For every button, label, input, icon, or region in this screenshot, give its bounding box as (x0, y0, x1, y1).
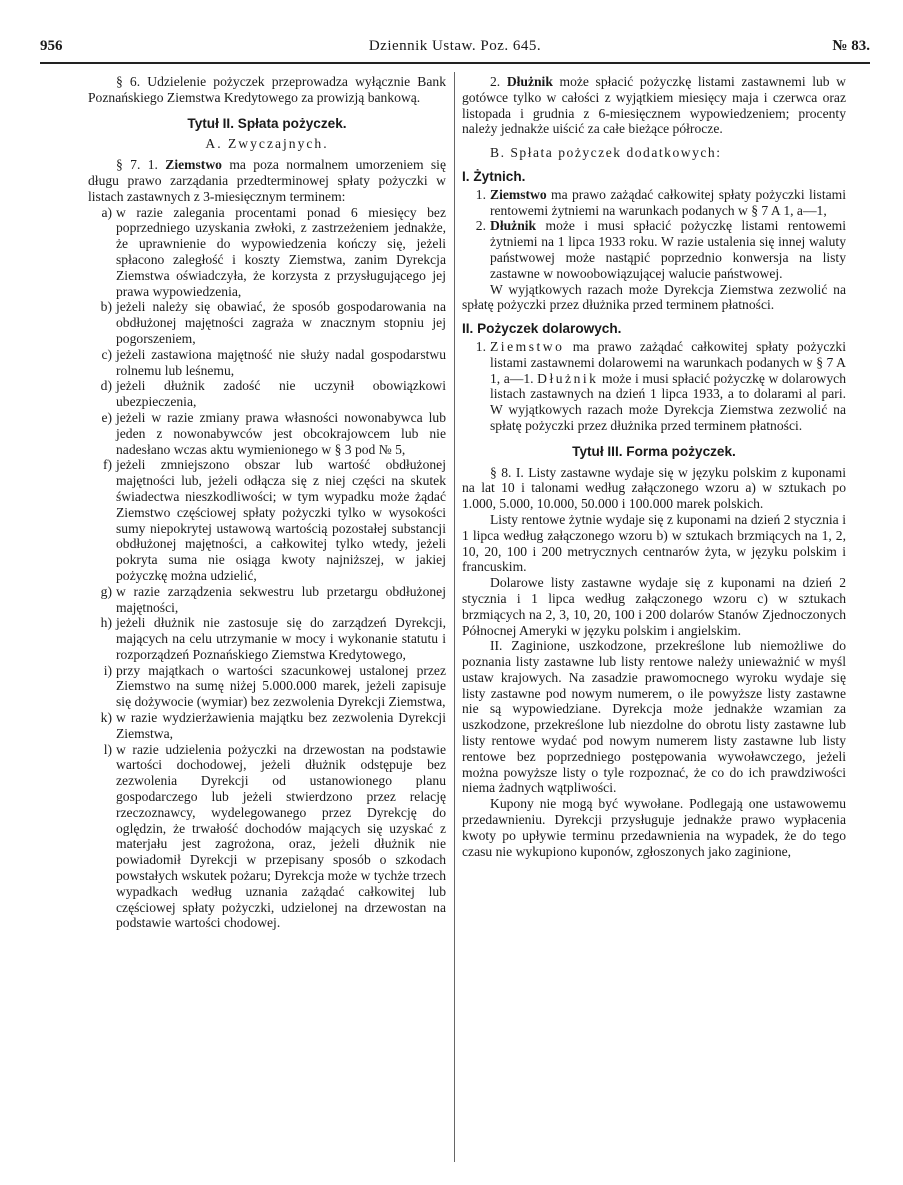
list-item-text: w razie zarządzenia sekwestru lub przetargu obdłużonej majętności, (116, 583, 446, 615)
list-item-label: b) (100, 299, 112, 315)
list-item-label: d) (100, 378, 112, 394)
list-item-text: w razie udzielenia pożyczki na drzewostan na podstawie wartości dochodowej, jeżeli dłużnik odstępuje bez zezwolenia Dyrekcji od ustanowionego planu gospodarczego lub jeżeli stwierdzono przez relację rzeczoznawcy, wydelegowanego przez Dyrekcję do oględzin, że trwałość dochodów mających się uzyskać z materjału jest zagrożona, oraz, jeżeli dłużnik nie powiadomił Dyrekcji w przepisany sposób o szkodach powstałych wskutek pożaru; Dyrekcja może w tychże trzech wypadkach według uznania zażądać całkowitej lub częściowej spłaty pożyczki, udzielonej na drzewostan na podstawie wartości chodowej. (116, 741, 446, 931)
list-item-label: e) (101, 409, 112, 425)
list-item (88, 205, 446, 300)
list-item-label: i) (103, 662, 112, 678)
list-item-text: w razie wydzierżawienia majątku bez zezwolenia Dyrekcji Ziemstwa, (116, 710, 446, 741)
section-i-item-1: 1. Ziemstwo ma prawo zażądać całkowitej spłaty pożyczki listami rentowemi żytniemi na warunkach podanych w § 7 A 1, a—1, (475, 186, 846, 218)
paragraph-6: § 6. Udzielenie pożyczek przeprowadza wyłącznie Bank Poznańskiego Ziemstwa Kredytowego za prowizją bankową. (88, 74, 447, 105)
list-item-text: jeżeli w razie zmiany prawa własności nowonabywca lub jeden z nowonabywców jest obcokrajowcem lub nie nadesłano wczas aktu wymienionego w § 3 pod № 5, (116, 409, 446, 457)
list-item-label: h) (100, 615, 112, 631)
list-item-label: l) (103, 741, 112, 757)
page-number: 956 (40, 38, 63, 54)
title-3-heading: Tytuł III. Forma pożyczek. (572, 443, 736, 459)
list-item-label: f) (102, 457, 112, 473)
issue-number: № 83. (832, 38, 870, 54)
title-2-heading: Tytuł II. Spłata pożyczek. (187, 115, 347, 131)
list-item-label: a) (101, 204, 112, 220)
list-item (88, 457, 446, 583)
list-item-text: przy majątkach o wartości szacunkowej ustalonej przez Ziemstwo na sumę niżej 5.000.000 marek, jeżeli zapisuje się dożywocie (wymiar) bez zezwolenia Dyrekcji Ziemstwa, (116, 662, 446, 710)
list-item-text: jeżeli należy się obawiać, że sposób gospodarowania na obdłużonej majętności zagraża w znacznym stopniu jej pogorszeniem, (116, 299, 446, 346)
journal-title: Dziennik Ustaw. Poz. 645. (368, 38, 542, 54)
section-i-heading: I. Żytnich. (462, 168, 526, 184)
list-item-label: k) (100, 710, 112, 726)
page-header (40, 38, 870, 62)
section-ii-heading: II. Pożyczek dolarowych. (462, 321, 622, 337)
list-item-label: c) (101, 346, 112, 362)
list-item-text: jeżeli zastawiona majętność nie służy nadal gospodarstwu rolnemu lub leśnemu, (116, 346, 446, 378)
list-item-text: jeżeli dłużnik nie zastosuje się do zarządzeń Dyrekcji, mających na celu utrzymanie w mocy i wykonanie statutu i rozporządzeń Poznańskiego Ziemstwa Kredytowego, (116, 615, 446, 662)
section-i-paragraph: W wyjątkowych razach może Dyrekcja Ziemstwa zezwolić na spłatę pożyczki przez dłużnika przed terminem płatności. (462, 281, 846, 313)
list-item (88, 347, 446, 379)
list-item-text: jeżeli zmniejszono obszar lub wartość obdłużonej majętności lub, jeżeli odłącza się z niej części na skutek świadectwa nieszkodliwości; w tym wypadku może żądać Ziemstwo częściowej spłaty pożyczki tylko w wysokości sumy niepokrytej ustawową wartością pozostałej substancji obdłużonej majętności, a całkowitej tylko wtedy, jeżeli pokryta suma nie osiąga kwoty najniższej, w jakiej pożyczkę można udzielić, (116, 457, 446, 583)
list-item (88, 299, 446, 346)
left-column (88, 74, 446, 931)
paragraph-8-5: Kupony nie mogą być wywołane. Podlegają one ustawowemu przedawnieniu. Dyrekcji przysługuje jednakże prawo wypłacenia kwoty po upływie terminu przedawnienia na wypadek, że do tego czasu nie wykupiono kuponów, zgłoszonych jako zaginione, (462, 796, 846, 859)
list-item (88, 615, 446, 662)
paragraph-8-1: § 8. I. Listy zastawne wydaje się w języku polskim z kuponami na lat 10 i talonami według załączonego wzoru a) w sztukach po 1.000, 5.000, 10.000, 50.000 i 100.000 marek polskich. (462, 464, 846, 512)
right-column (462, 74, 846, 859)
subsection-a-heading: A. Zwyczajnych. (205, 136, 329, 152)
paragraph-7: § 7. 1. Ziemstwo ma poza normalnem umorzeniem się długu prawo zarządania przedterminowej spłaty pożyczki w listach zastawnych z 3-miesięcznym terminem: (88, 157, 446, 204)
paragraph-7-list (88, 205, 446, 932)
section-i-item-2: 2. Dłużnik może i musi spłacić pożyczkę listami rentowemi żytniemi na 1 lipca 1933 roku. W razie ustalenia się innej waluty państwowej może nastąpić poprzednio konwersja na listy zastawne w nowoobowiązującej walucie państwowej. (475, 218, 846, 281)
list-item-label: g) (100, 583, 112, 599)
list-item (88, 663, 446, 710)
list-item (88, 710, 446, 742)
subsection-b-heading: B. Spłata pożyczek dodatkowych: (490, 145, 722, 161)
paragraph-7-2: 2. Dłużnik może spłacić pożyczkę listami zastawnemi lub w gotówce tylko w całości z wyjątkiem miesięcy maja i czerwca oraz listopada i grudnia z 6-miesięcznem wypowiedzeniem; procenty należy jednakże uiścić za całe bieżące półrocze. (462, 74, 846, 137)
paragraph-8-3: Dolarowe listy zastawne wydaje się z kuponami na dzień 2 stycznia i 1 lipca według załączonego wzoru c) w sztukach brzmiących na 2, 3, 10, 20, 100 i 200 dolarów Stanów Zjednoczonych Północnej Ameryki w języku polskim i angielskim. (462, 575, 846, 638)
header-rule (40, 62, 870, 64)
paragraph-8-4: II. Zaginione, uszkodzone, przekreślone lub niemożliwe do poznania listy zastawne lub listy rentowe należy unieważnić w myśl ustaw krajowych. Na zasadzie prawomocnego wyroku wydaje się listy zastawne pod nowym numerem, o ile powyższe listy zastawne nie są wypowiedziane. Dyrekcja może jednakże wzamian za uszkodzone, przekreślone lub niezdolne do obrotu listy zastawne lub listy rentowe wydać pod nowym numerem listy zastawne lub listy rentowe bez poprzedniego postępowania wywoławczego, jeżeli można powyższe listy o tyle rozpoznać, że co do ich prawdziwości niema żadnych wątpliwości. (462, 638, 846, 796)
section-ii-item-1: 1. Ziemstwo ma prawo zażądać całkowitej spłaty pożyczki listami zastawnemi dolarowemi na warunkach podanych w § 7 A 1, a—1. Dłużnik może i musi spłacić pożyczkę w dolarowych listach zastawnych na dzień 1 lipca 1933, a to dolarami al pari. W wyjątkowych razach może Dyrekcja Ziemstwa zezwolić na spłatę pożyczki przez dłużnika przed terminem płatności. (475, 338, 847, 433)
list-item (88, 378, 446, 410)
list-item-text: jeżeli dłużnik zadość nie uczynił obowiązkowi ubezpieczenia, (116, 378, 446, 410)
paragraph-8-2: Listy rentowe żytnie wydaje się z kuponami na dzień 2 stycznia i 1 lipca według załączonego wzoru b) w sztukach brzmiących na 1, 2, 10, 20, 100 i 200 metrycznych centnarów żyta, w języku polskim i francuskim. (462, 511, 846, 575)
column-divider (454, 72, 455, 1162)
list-item (88, 584, 446, 616)
list-item (88, 742, 446, 932)
list-item (88, 410, 446, 457)
list-item-text: w razie zalegania procentami ponad 6 miesięcy bez poprzedniego uzyskania zwłoki, z zastrzeżeniem jednakże, że uprawnienie do wypowiedzenia kończy się, jeżeli spłacono zaległość i koszty Ziemstwa, zanim Dyrekcja Ziemstwa oświadczyła, że korzysta z przysługującego jej prawa wypowiedzenia, (116, 204, 446, 299)
